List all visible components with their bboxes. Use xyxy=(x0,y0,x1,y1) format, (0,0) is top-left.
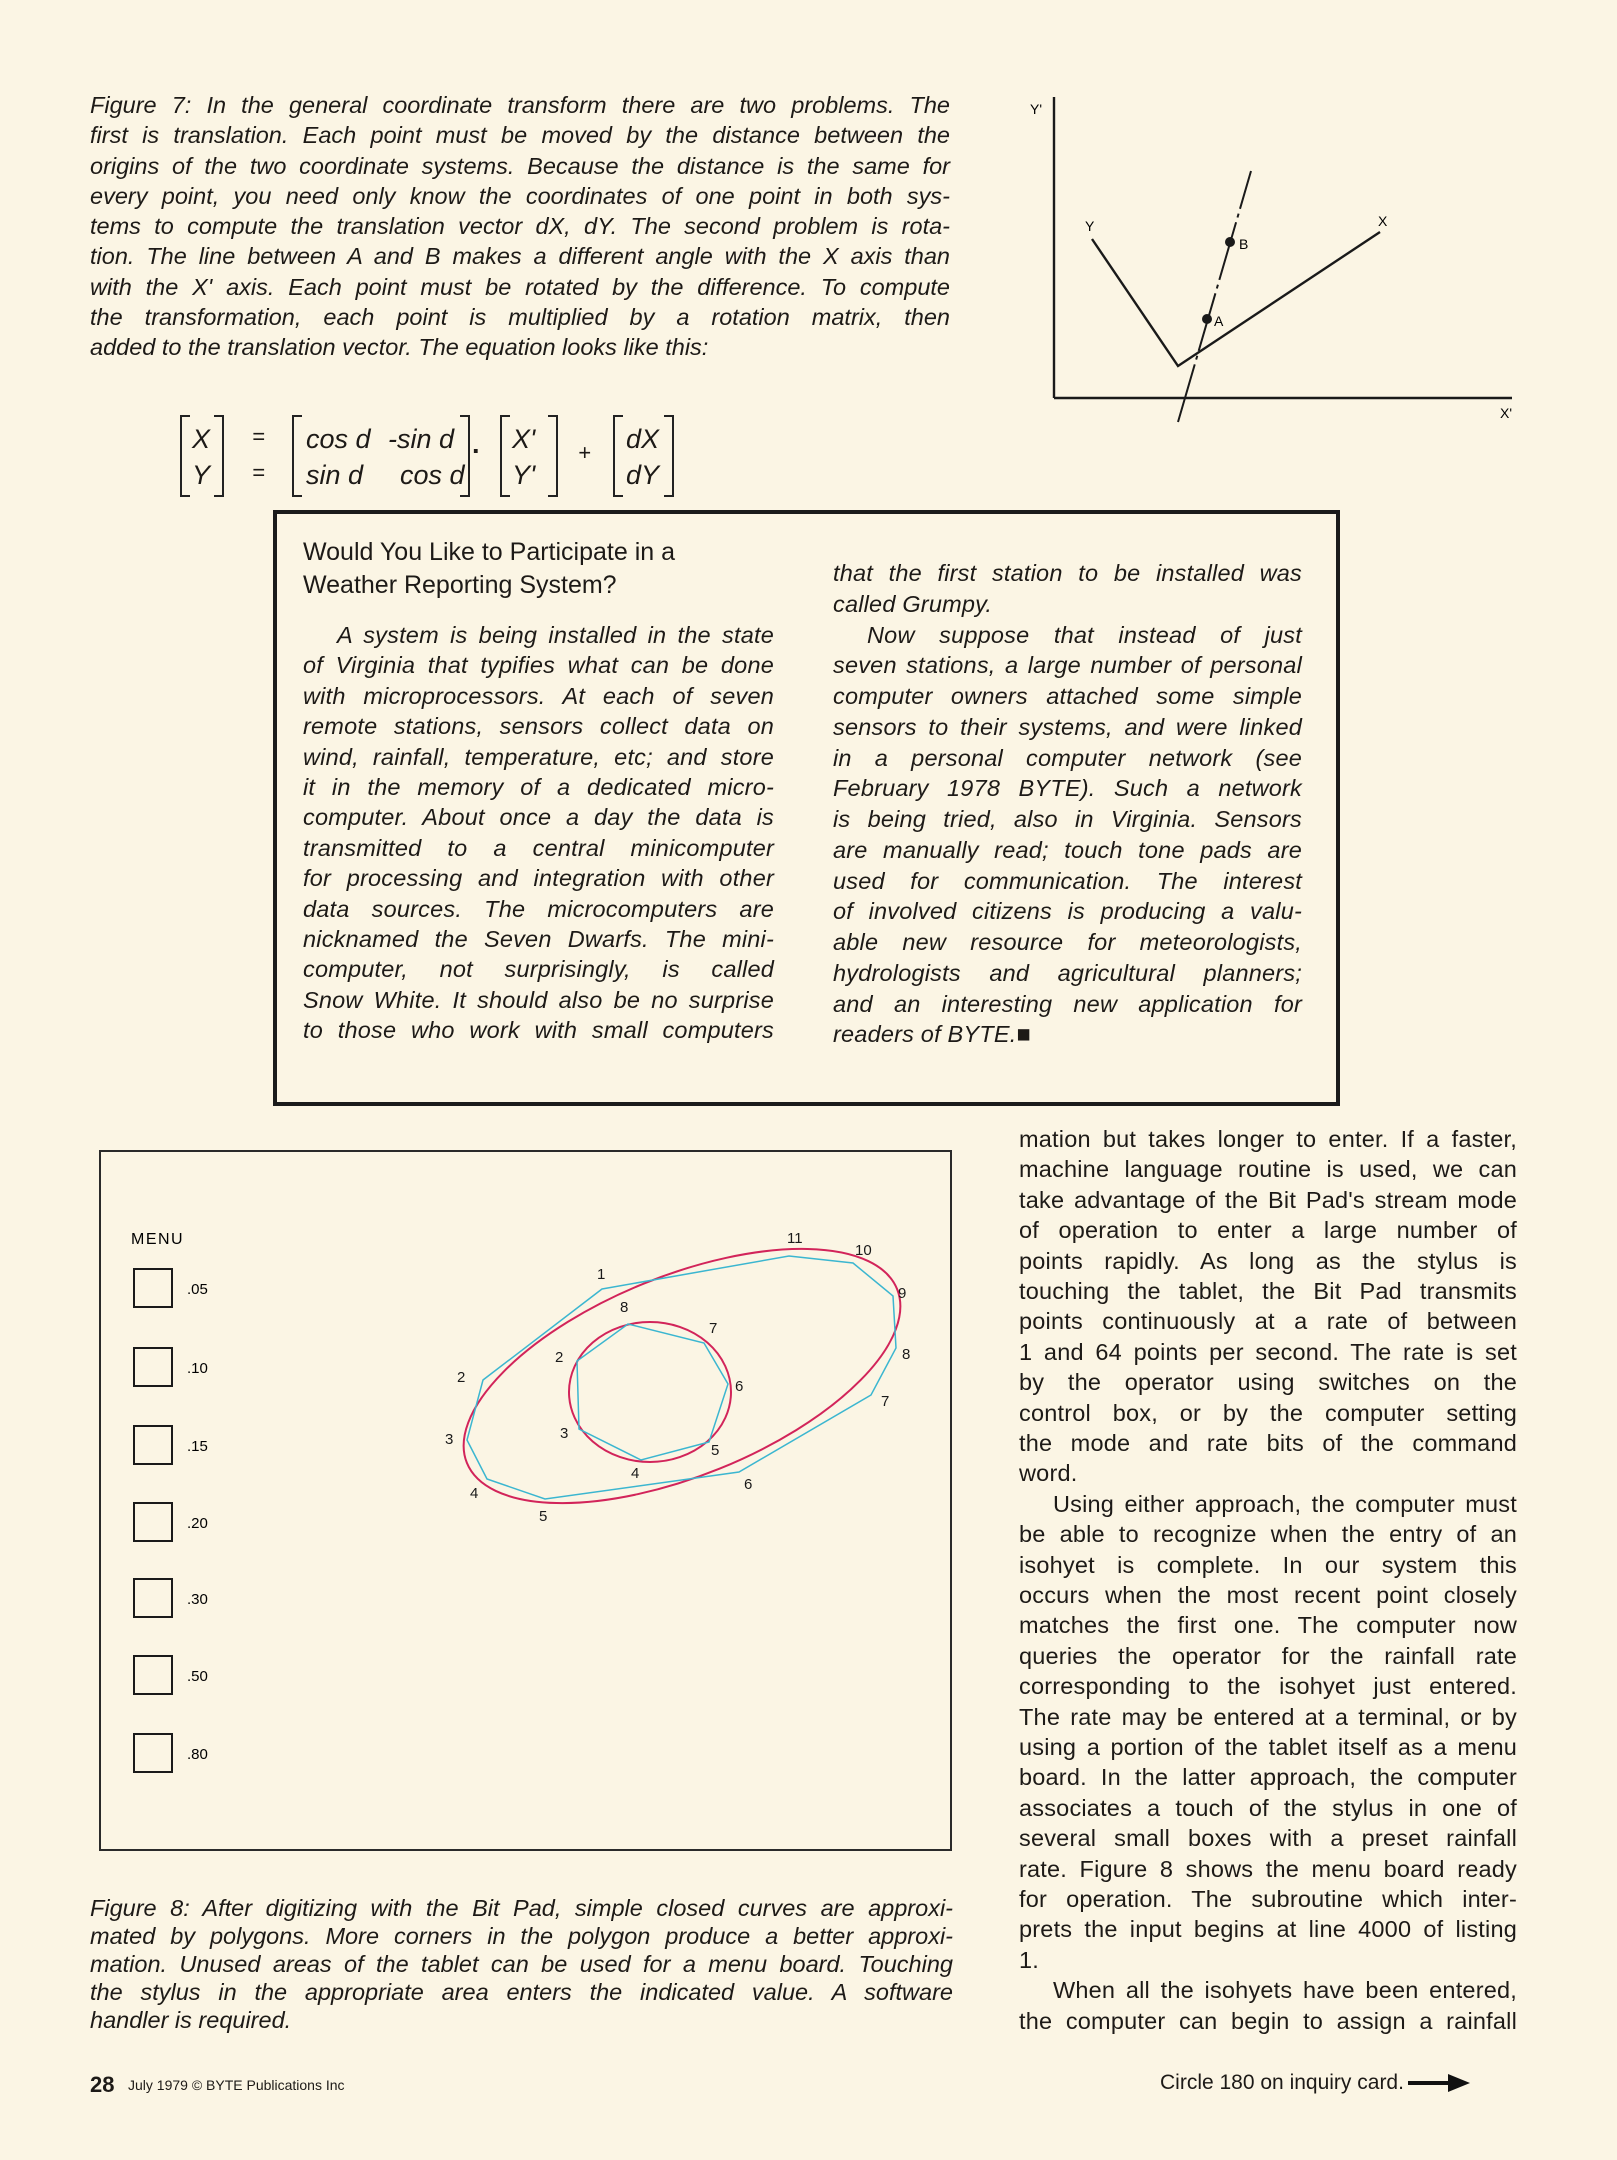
text-line: be able to recognize when the entry of an xyxy=(1019,1521,1517,1548)
menu-value-label: .05 xyxy=(187,1281,208,1298)
text-line: added to the translation vector. The equation looks like this: xyxy=(90,334,709,360)
inner-vertex-label: 4 xyxy=(631,1465,640,1482)
text-line: that the first station to be installed was xyxy=(833,560,1302,586)
text-line: with the X' axis. Each point must be rotated by the difference. To compute xyxy=(90,273,950,300)
menu-box-80[interactable] xyxy=(134,1734,172,1772)
outer-vertex-label: 11 xyxy=(787,1230,803,1247)
sidebar-heading-line: Weather Reporting System? xyxy=(303,571,617,599)
eq-sin: sin d xyxy=(306,460,364,490)
eq-neg-sin: -sin d xyxy=(388,424,455,454)
text-line: take advantage of the Bit Pad's stream mode xyxy=(1019,1186,1517,1213)
text-line: for processing and integration with other xyxy=(303,865,774,892)
menu-value-label: .15 xyxy=(187,1438,208,1455)
text-line: The rate may be entered at a terminal, or by xyxy=(1019,1703,1517,1730)
sidebar-heading-line: Would You Like to Participate in a xyxy=(303,538,676,566)
eq-x: X xyxy=(192,424,211,454)
eq-equals: = xyxy=(252,424,265,449)
text-line: and an interesting new application for xyxy=(833,990,1302,1017)
text-line: several small boxes with a preset rainfall xyxy=(1019,1825,1517,1852)
text-line: mation. Unused areas of the tablet can be used for a menu board. Touching xyxy=(90,1950,953,1977)
text-line: readers of BYTE.■ xyxy=(833,1021,1031,1048)
outer-vertex-label: 4 xyxy=(470,1485,479,1502)
inner-vertex-label: 5 xyxy=(711,1442,720,1459)
text-line: seven stations, a large number of personal xyxy=(833,652,1302,679)
menu-box-30[interactable] xyxy=(134,1579,172,1617)
text-line: word. xyxy=(1019,1460,1078,1487)
menu-box-10[interactable] xyxy=(134,1348,172,1386)
text-line: mated by polygons. More corners in the polygon produce a better approxi- xyxy=(90,1922,953,1949)
bracket-right xyxy=(664,415,674,497)
text-line: When all the isohyets have been entered, xyxy=(1053,1977,1517,2004)
menu-title: MENU xyxy=(131,1231,185,1248)
eq-equals: = xyxy=(252,460,265,485)
bracket-right xyxy=(460,415,470,497)
bracket-right xyxy=(548,415,558,497)
text-line: Using either approach, the computer must xyxy=(1053,1490,1517,1517)
text-line: handler is required. xyxy=(90,2006,292,2033)
eq-y-prime: Y' xyxy=(512,460,536,490)
text-line: it in the memory of a dedicated micro- xyxy=(303,774,774,800)
menu-value-label: .80 xyxy=(187,1746,208,1763)
page-number: 28 xyxy=(90,2072,115,2097)
point-a xyxy=(1202,314,1212,324)
eq-dy: dY xyxy=(626,460,660,490)
text-line: nicknamed the Seven Dwarfs. The mini- xyxy=(303,926,774,952)
text-line: able new resource for meteorologists, xyxy=(833,929,1302,955)
inner-vertex-label: 6 xyxy=(735,1378,744,1395)
eq-cos: cos d xyxy=(306,424,371,454)
inquiry-note xyxy=(1160,2071,1470,2095)
text-line: the computer can begin to assign a rainfall xyxy=(1019,2007,1517,2034)
rotated-axes xyxy=(1092,232,1380,366)
x-prime-label: X' xyxy=(1500,405,1513,421)
text-line: Figure 8: After digitizing with the Bit Pad, simple closed curves are approxi- xyxy=(90,1895,953,1921)
text-line: February 1978 BYTE). Such a network xyxy=(833,775,1302,802)
outer-vertex-label: 1 xyxy=(597,1266,606,1283)
point-b xyxy=(1225,237,1235,247)
text-line: 1. xyxy=(1019,1946,1039,1973)
menu-box-20[interactable] xyxy=(134,1503,172,1541)
menu-value-label: .50 xyxy=(187,1668,208,1685)
text-line: board. In the latter approach, the computer xyxy=(1019,1764,1517,1791)
text-line: associates a touch of the stylus in one of xyxy=(1019,1794,1517,1821)
inner-vertex-label: 3 xyxy=(560,1425,569,1442)
text-line: computer. About once a day the data is xyxy=(303,804,774,831)
text-line: data sources. The microcomputers are xyxy=(303,895,774,922)
text-line: touching the tablet, the Bit Pad transmits xyxy=(1019,1278,1517,1304)
text-line: origins of the two coordinate systems. Because the distance is the same for xyxy=(90,152,950,179)
text-line: A system is being installed in the state xyxy=(337,622,774,648)
inner-vertex-label: 2 xyxy=(555,1349,564,1366)
outer-vertex-label: 5 xyxy=(539,1508,548,1525)
outer-vertex-label: 9 xyxy=(898,1285,907,1302)
text-line: with microprocessors. At each of seven xyxy=(303,682,774,709)
b-label: B xyxy=(1239,236,1249,252)
text-line: prets the input begins at line 4000 of listing xyxy=(1019,1916,1517,1943)
text-line: Figure 7: In the general coordinate transform there are two problems. The xyxy=(90,92,950,118)
text-line: of operation to enter a large number of xyxy=(1019,1217,1517,1244)
menu-value-label: .20 xyxy=(187,1515,208,1532)
text-line: queries the operator for the rainfall rate xyxy=(1019,1642,1517,1669)
eq-y: Y xyxy=(192,460,211,490)
text-line: machine language routine is used, we can xyxy=(1019,1156,1517,1183)
text-line: computer, not surprisingly, is called xyxy=(303,956,774,983)
text-line: remote stations, sensors collect data on xyxy=(303,713,774,740)
text-line: by the operator using switches on the xyxy=(1019,1369,1517,1396)
text-line: mation but takes longer to enter. If a faster, xyxy=(1019,1126,1517,1152)
text-line: isohyet is complete. In our system this xyxy=(1019,1551,1517,1578)
outer-vertex-label: 10 xyxy=(855,1242,872,1259)
text-line: are manually read; touch tone pads are xyxy=(833,836,1302,863)
text-line: 1 and 64 points per second. The rate is set xyxy=(1019,1338,1517,1365)
transform-equation xyxy=(0,0,800,520)
text-line: of involved citizens is producing a valu- xyxy=(833,898,1302,925)
x-label: X xyxy=(1378,213,1388,229)
text-line: the mode and rate bits of the command xyxy=(1019,1430,1517,1456)
text-line: control box, or by the computer setting xyxy=(1019,1399,1517,1426)
text-line: called Grumpy. xyxy=(833,590,993,617)
inner-vertex-label: 8 xyxy=(620,1299,629,1316)
weather-sidebar-box xyxy=(273,510,1340,1106)
text-line: tems to compute the translation vector dX, dY. The second problem is rota- xyxy=(90,213,950,239)
menu-value-label: .30 xyxy=(187,1591,208,1608)
outer-polygon xyxy=(467,1256,896,1499)
text-line: to those who work with small computers xyxy=(303,1017,774,1044)
text-line: occurs when the most recent point closely xyxy=(1019,1582,1517,1608)
y-label: Y xyxy=(1085,218,1095,234)
bracket-left xyxy=(500,415,510,497)
text-line: in a personal computer network (see xyxy=(833,744,1302,771)
a-label: A xyxy=(1214,313,1224,329)
text-line: points continuously at a rate of between xyxy=(1019,1308,1517,1335)
figure8-drawing xyxy=(101,1152,950,1849)
text-line: wind, rainfall, temperature, etc; and store xyxy=(303,743,774,770)
menu-box-15[interactable] xyxy=(134,1426,172,1464)
text-line: used for communication. The interest xyxy=(833,867,1302,894)
text-line: every point, you need only know the coordinates of one point in both sys- xyxy=(90,182,950,209)
menu-box-05[interactable] xyxy=(134,1269,172,1307)
outer-vertex-label: 2 xyxy=(457,1369,466,1386)
text-line: the transformation, each point is multiplied by a rotation matrix, then xyxy=(90,303,950,330)
inner-vertex-label: 7 xyxy=(709,1320,718,1337)
text-line: points rapidly. As long as the stylus is xyxy=(1019,1247,1517,1274)
outer-vertex-label: 6 xyxy=(744,1476,753,1493)
bracket-left xyxy=(292,415,302,497)
outer-vertex-label: 8 xyxy=(902,1346,911,1363)
text-line: first is translation. Each point must be moved by the distance between the xyxy=(90,122,950,149)
text-line: matches the first one. The computer now xyxy=(1019,1612,1517,1639)
text-line: corresponding to the isohyet just entered. xyxy=(1019,1673,1517,1700)
text-line: Snow White. It should also be no surprise xyxy=(303,986,774,1013)
eq-dot: · xyxy=(472,436,481,466)
text-line: computer owners attached some simple xyxy=(833,683,1302,709)
menu-value-label: .10 xyxy=(187,1360,208,1377)
line-ab xyxy=(1178,171,1251,422)
y-prime-label: Y' xyxy=(1030,101,1043,117)
bracket-left xyxy=(613,415,623,497)
eq-dx: dX xyxy=(626,424,660,454)
figure8-tablet xyxy=(99,1150,952,1851)
text-line: transmitted to a central minicomputer xyxy=(303,834,774,861)
eq-x-prime: X' xyxy=(512,424,536,454)
inquiry-text: Circle 180 on inquiry card. xyxy=(1160,2071,1404,2094)
outer-vertex-label: 3 xyxy=(445,1431,454,1448)
text-line: rate. Figure 8 shows the menu board ready xyxy=(1019,1855,1517,1882)
eq-plus: + xyxy=(578,440,591,465)
arrow-right-icon xyxy=(1408,2074,1470,2092)
outer-vertex-label: 7 xyxy=(881,1393,890,1410)
menu-box-50[interactable] xyxy=(134,1656,172,1694)
bracket-right xyxy=(214,415,224,497)
text-line: tion. The line between A and B makes a different angle with the X axis than xyxy=(90,243,950,270)
text-line: for operation. The subroutine which inter- xyxy=(1019,1886,1517,1912)
text-line: of Virginia that typifies what can be done xyxy=(303,652,774,679)
sidebar-heading xyxy=(303,536,675,602)
text-line: using a portion of the tablet itself as a menu xyxy=(1019,1734,1517,1760)
text-line: hydrologists and agricultural planners; xyxy=(833,959,1302,986)
footer-credit: July 1979 © BYTE Publications Inc xyxy=(128,2077,345,2093)
inner-isohyet-curve xyxy=(569,1322,731,1462)
text-line: sensors to their systems, and were linked xyxy=(833,713,1302,740)
text-line: is being tried, also in Virginia. Sensors xyxy=(833,806,1302,832)
text-line: the stylus in the appropriate area enters the indicated value. A software xyxy=(90,1978,953,2005)
inner-polygon xyxy=(577,1324,728,1460)
eq-cos: cos d xyxy=(400,460,465,490)
bracket-left xyxy=(180,415,190,497)
text-line: Now suppose that instead of just xyxy=(867,621,1302,648)
